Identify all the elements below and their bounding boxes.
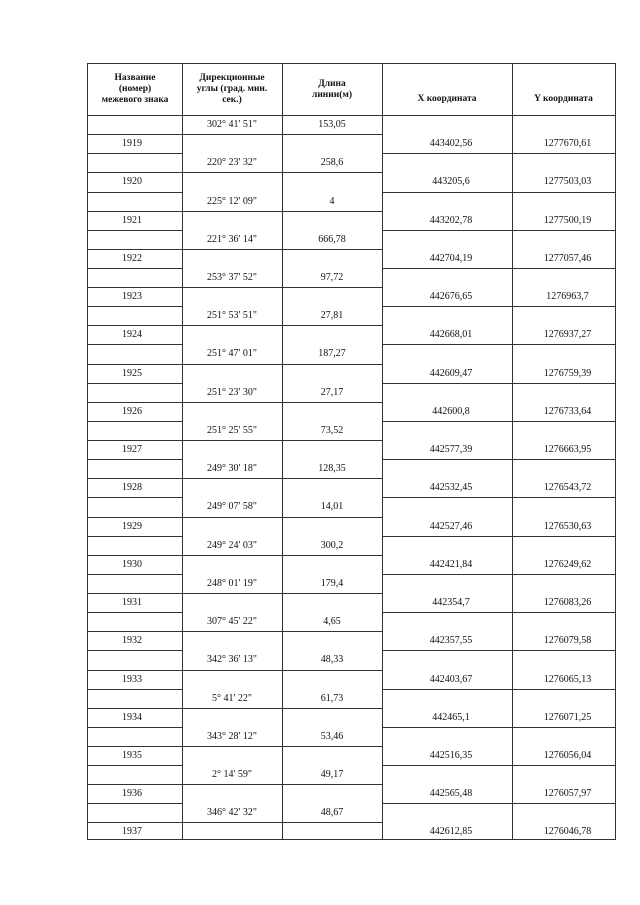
y-coordinate: 1277670,61 <box>543 138 592 150</box>
line-length: 187,27 <box>318 348 346 360</box>
x-coordinate: 442527,46 <box>429 520 473 532</box>
y-coordinate: 1277500,19 <box>543 214 592 226</box>
row-divider <box>382 650 615 651</box>
point-name: 1919 <box>122 138 142 150</box>
row-divider <box>382 344 615 345</box>
row-divider <box>88 727 182 728</box>
y-coordinate: 1276065,13 <box>543 673 592 685</box>
row-divider <box>88 459 182 460</box>
row-divider <box>382 459 615 460</box>
point-name: 1925 <box>122 367 142 379</box>
row-divider <box>88 268 182 269</box>
x-coordinate: 443205,6 <box>432 176 470 188</box>
row-divider <box>88 306 182 307</box>
x-coordinate: 442532,45 <box>429 482 473 494</box>
row-divider <box>88 612 182 613</box>
x-coordinate: 442354,7 <box>432 597 470 608</box>
direction-angle: 251° 47' 01" <box>207 348 257 360</box>
row-divider <box>182 287 382 288</box>
line-length: 666,78 <box>318 233 346 245</box>
row-divider <box>88 536 182 537</box>
line-length: 27,17 <box>320 386 344 398</box>
row-divider <box>88 230 182 231</box>
header-x-coordinate: X координата <box>417 94 477 104</box>
row-divider <box>382 421 615 422</box>
point-name: 1921 <box>122 214 142 226</box>
point-name: 1933 <box>122 673 142 685</box>
row-divider <box>88 153 182 154</box>
column-divider <box>182 64 183 839</box>
direction-angle: 249° 24' 03" <box>207 539 257 551</box>
row-divider <box>182 670 382 671</box>
direction-angle: 225° 12' 09" <box>207 195 257 207</box>
line-length: 128,35 <box>318 463 346 475</box>
header-name: Название (номер) межевого знака <box>101 73 169 105</box>
x-coordinate: 442465,1 <box>432 711 470 723</box>
point-name: 1928 <box>122 482 142 494</box>
row-divider <box>88 344 182 345</box>
direction-angle: 346° 42' 32" <box>207 807 257 819</box>
x-coordinate: 442676,65 <box>429 291 473 303</box>
row-divider <box>88 650 182 651</box>
row-divider <box>382 230 615 231</box>
x-coordinate: 442403,67 <box>429 673 473 685</box>
row-divider <box>382 689 615 690</box>
line-length: 4,65 <box>323 616 341 628</box>
row-divider <box>182 746 382 747</box>
line-length: 4 <box>329 195 335 207</box>
row-divider <box>88 574 182 575</box>
row-divider <box>382 497 615 498</box>
row-divider <box>382 268 615 269</box>
y-coordinate: 1276056,04 <box>543 750 592 761</box>
y-coordinate: 1277057,46 <box>543 252 592 264</box>
row-divider <box>182 325 382 326</box>
x-coordinate: 442421,84 <box>429 558 473 570</box>
x-coordinate: 442565,48 <box>429 788 473 800</box>
row-divider <box>382 306 615 307</box>
x-coordinate: 442704,19 <box>429 252 473 264</box>
point-name: 1924 <box>122 329 142 341</box>
line-length: 48,33 <box>320 654 344 666</box>
direction-angle: 249° 30' 18" <box>207 463 257 475</box>
x-coordinate: 442600,8 <box>432 405 470 417</box>
x-coordinate: 442516,35 <box>429 750 473 761</box>
row-divider <box>182 555 382 556</box>
x-coordinate: 442668,01 <box>429 329 473 341</box>
row-divider <box>182 402 382 403</box>
row-divider <box>182 364 382 365</box>
row-divider <box>88 689 182 690</box>
point-name: 1923 <box>122 291 142 303</box>
row-divider <box>182 134 382 135</box>
line-length: 49,17 <box>320 769 344 781</box>
row-divider <box>182 784 382 785</box>
x-coordinate: 442577,39 <box>429 444 473 455</box>
header-length: Длина линии(м) <box>311 78 353 100</box>
y-coordinate: 1276249,62 <box>543 558 592 570</box>
x-coordinate: 442609,47 <box>429 367 473 379</box>
point-name: 1920 <box>122 176 142 188</box>
row-divider <box>182 249 382 250</box>
line-length: 53,46 <box>320 730 344 742</box>
row-divider <box>382 612 615 613</box>
row-divider <box>182 631 382 632</box>
row-divider <box>382 803 615 804</box>
row-divider <box>88 497 182 498</box>
x-coordinate: 442612,85 <box>429 826 473 838</box>
x-coordinate: 443402,56 <box>429 138 473 150</box>
direction-angle: 221° 36' 14" <box>207 233 257 245</box>
direction-angle: 249° 07' 58" <box>207 501 257 513</box>
direction-angle: 2° 14' 59" <box>212 769 252 781</box>
column-divider <box>382 64 383 839</box>
row-divider <box>88 421 182 422</box>
direction-angle: 251° 53' 51" <box>207 310 257 322</box>
header-angles: Дирекционные углы (град. мин. сек.) <box>196 73 268 105</box>
row-divider <box>382 727 615 728</box>
boundary-coordinates-table <box>87 63 616 840</box>
direction-angle: 253° 37' 52" <box>207 272 257 283</box>
y-coordinate: 1276057,97 <box>543 788 592 800</box>
row-divider <box>88 803 182 804</box>
point-name: 1932 <box>122 635 142 647</box>
direction-angle: 248° 01' 19" <box>207 577 257 589</box>
point-name: 1935 <box>122 750 142 761</box>
row-divider <box>88 383 182 384</box>
row-divider <box>382 765 615 766</box>
direction-angle: 307° 45' 22" <box>207 616 257 628</box>
row-divider <box>382 192 615 193</box>
header-y-coordinate: Y координата <box>534 94 593 104</box>
row-divider <box>382 383 615 384</box>
line-length: 73,52 <box>320 424 344 436</box>
y-coordinate: 1276071,25 <box>543 711 592 723</box>
point-name: 1929 <box>122 520 142 532</box>
y-coordinate: 1276733,64 <box>543 405 592 417</box>
direction-angle: 5° 41' 22" <box>212 692 252 704</box>
row-divider <box>182 708 382 709</box>
line-length: 300,2 <box>320 539 344 551</box>
y-coordinate: 1276759,39 <box>543 367 592 379</box>
row-divider <box>182 593 382 594</box>
point-name: 1931 <box>122 597 142 608</box>
row-divider <box>182 478 382 479</box>
x-coordinate: 442357,55 <box>429 635 473 647</box>
direction-angle: 251° 25' 55" <box>207 424 257 436</box>
y-coordinate: 1277503,03 <box>543 176 592 188</box>
row-divider <box>382 574 615 575</box>
direction-angle: 220° 23' 32" <box>207 157 257 169</box>
row-divider <box>182 517 382 518</box>
direction-angle: 343° 28' 12" <box>207 730 257 742</box>
y-coordinate: 1276663,95 <box>543 444 592 455</box>
y-coordinate: 1276543,72 <box>543 482 592 494</box>
row-divider <box>88 765 182 766</box>
y-coordinate: 1276046,78 <box>543 826 592 838</box>
line-length: 48,67 <box>320 807 344 819</box>
y-coordinate: 1276963,7 <box>546 291 589 303</box>
row-divider <box>182 211 382 212</box>
point-name: 1937 <box>122 826 142 838</box>
y-coordinate: 1276079,58 <box>543 635 592 647</box>
y-coordinate: 1276083,26 <box>543 597 592 608</box>
x-coordinate: 443202,78 <box>429 214 473 226</box>
y-coordinate: 1276937,27 <box>543 329 592 341</box>
row-divider <box>182 440 382 441</box>
row-divider <box>382 536 615 537</box>
direction-angle: 302° 41' 51" <box>207 119 257 130</box>
direction-angle: 251° 23' 30" <box>207 386 257 398</box>
line-length: 179,4 <box>320 577 344 589</box>
line-length: 27,81 <box>320 310 344 322</box>
line-length: 153,05 <box>318 119 346 130</box>
line-length: 258,6 <box>320 157 344 169</box>
row-divider <box>88 192 182 193</box>
row-divider <box>182 172 382 173</box>
point-name: 1922 <box>122 252 142 264</box>
line-length: 97,72 <box>320 272 344 283</box>
direction-angle: 342° 36' 13" <box>207 654 257 666</box>
point-name: 1934 <box>122 711 142 723</box>
line-length: 14,01 <box>320 501 344 513</box>
row-divider <box>382 153 615 154</box>
point-name: 1927 <box>122 444 142 455</box>
column-divider <box>282 64 283 839</box>
point-name: 1926 <box>122 405 142 417</box>
line-length: 61,73 <box>320 692 344 704</box>
point-name: 1930 <box>122 558 142 570</box>
point-name: 1936 <box>122 788 142 800</box>
y-coordinate: 1276530,63 <box>543 520 592 532</box>
row-divider <box>182 822 382 823</box>
